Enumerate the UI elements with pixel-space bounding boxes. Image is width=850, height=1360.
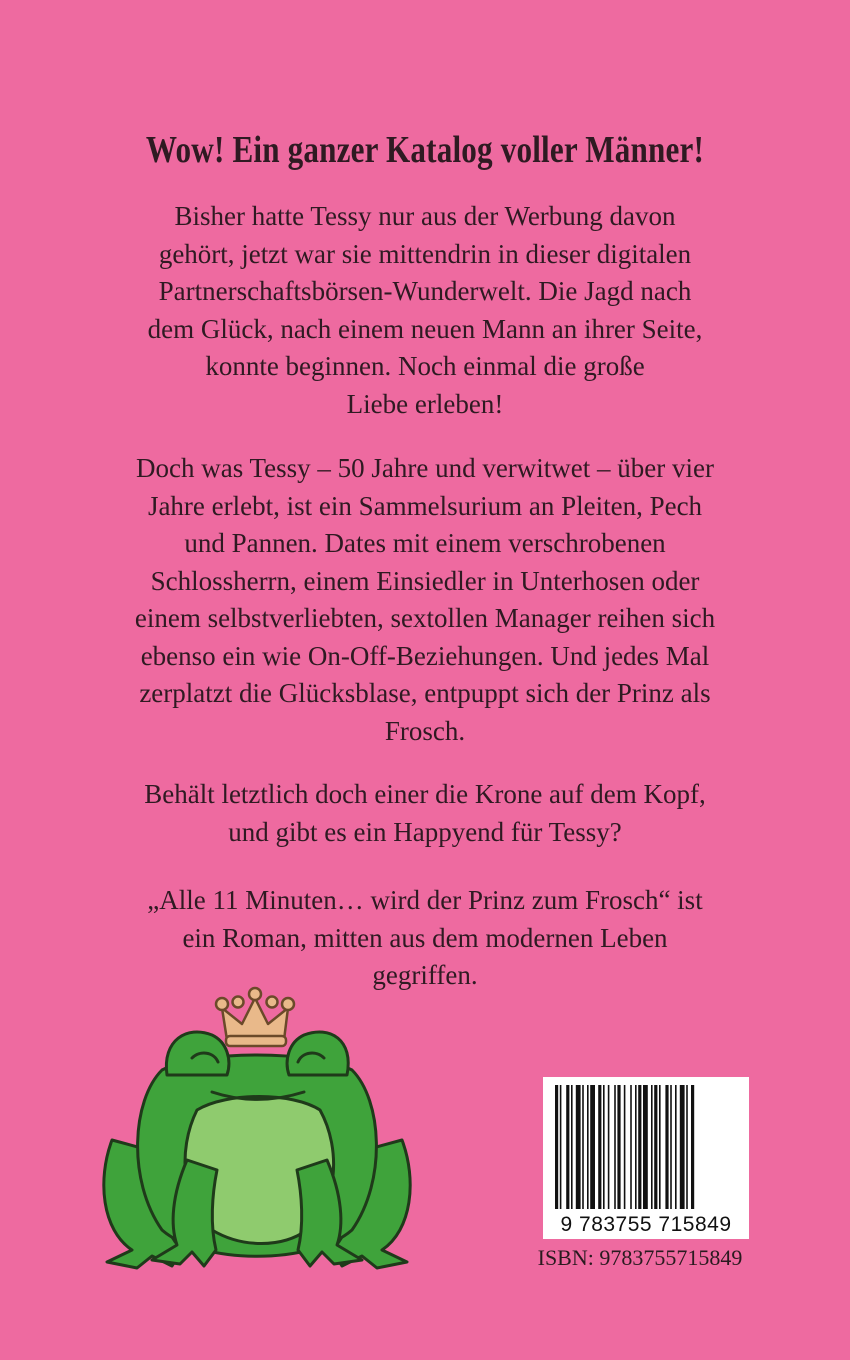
barcode-bar [659,1085,661,1209]
paragraph-line: Behält letztlich doch einer die Krone auf dem Kopf, [144,779,706,809]
paragraph-line: dem Glück, nach einem neuen Mann an ihrer Seite, [147,313,703,344]
paragraph-line: konnte beginnen. Noch einmal die große [205,351,645,381]
paragraph-line: Partnerschaftsbörsen-Wunderwelt. Die Jagd nach [158,276,692,306]
crowned-frog-icon [92,980,422,1280]
barcode-bar [651,1085,653,1209]
barcode-bar [582,1085,584,1209]
paragraph-line: Liebe erleben! [346,388,504,419]
barcode-bar [590,1085,595,1209]
paragraph-line: ebenso ein wie On-Off-Beziehungen. Und jedes Mal [140,640,710,671]
barcode-bar [691,1085,694,1209]
paragraph-story [60,450,790,750]
cover-heading: Wow! Ein ganzer Katalog voller Männer! [145,129,705,171]
paragraph-line: Frosch. [384,715,466,746]
barcode-bar [630,1085,632,1209]
barcode-bar [686,1085,688,1209]
barcode-bar [670,1085,672,1209]
barcode-bar [675,1085,677,1209]
paragraph-question [60,776,790,851]
barcode-bar [571,1085,573,1209]
paragraph-line: und gibt es ein Happyend für Tessy? [228,816,622,847]
barcode-bar [603,1085,605,1209]
barcode-digits: 9 783755 715849 [560,1213,732,1236]
paragraph-line: zerplatzt die Glücksblase, entpuppt sich der Prinz als [139,678,711,708]
barcode-bars [551,1085,741,1213]
paragraph-line: und Pannen. Dates mit einem verschrobenen [184,528,666,558]
paragraph-line: „Alle 11 Minuten… wird der Prinz zum Frosch“ ist [147,885,703,915]
paragraph-line: gegriffen. [372,960,478,990]
barcode-bar [614,1085,616,1209]
barcode-bar [680,1085,685,1209]
paragraph-line: Jahre erlebt, ist ein Sammelsurium an Pleiten, Pech [147,490,703,521]
barcode-bar [587,1085,589,1209]
barcode-bar [555,1085,558,1209]
paragraph-line: einem selbstverliebten, sextollen Manager reihen sich [134,603,716,633]
paragraph-intro [60,198,790,423]
barcode-bar [576,1085,581,1209]
barcode-bar [624,1085,626,1209]
isbn-label: ISBN: 9783755715849 [537,1245,743,1270]
barcode-bar [617,1085,620,1209]
barcode-bar [654,1085,657,1209]
barcode-bar [643,1085,648,1209]
barcode-bar [560,1085,562,1209]
barcode-bar [598,1085,601,1209]
paragraph-line: ein Roman, mitten aus dem modernen Leben [182,922,668,953]
barcode-bar [608,1085,610,1209]
paragraph-closing [60,882,790,995]
paragraph-line: gehört, jetzt war sie mittendrin in dieser digitalen [158,238,692,269]
barcode-bar [635,1085,637,1209]
paragraph-line: Bisher hatte Tessy nur aus der Werbung davon [174,201,676,231]
barcode-bar [566,1085,569,1209]
barcode [543,1077,749,1239]
barcode-bar [665,1085,668,1209]
barcode-bar [638,1085,641,1209]
paragraph-line: Schlossherrn, einem Einsiedler in Unterhosen oder [150,565,700,596]
paragraph-line: Doch was Tessy – 50 Jahre und verwitwet – über vier [136,453,714,483]
